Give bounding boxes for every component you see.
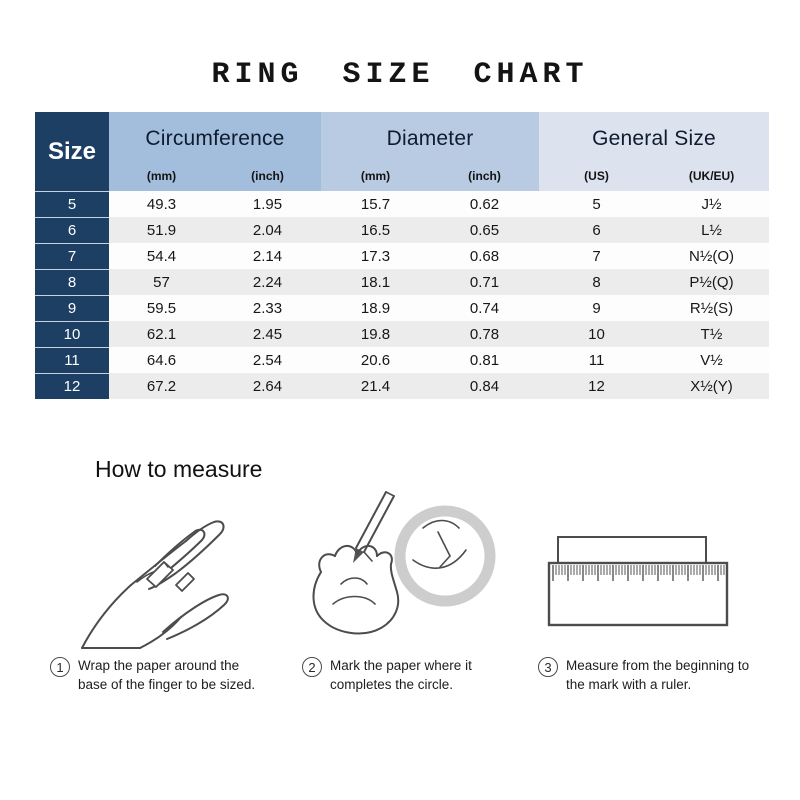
row-size-cell: 8 xyxy=(35,269,109,295)
row-value-cell: 1.95 xyxy=(214,191,321,217)
ruler-icon xyxy=(546,534,730,630)
row-value-cell: 57 xyxy=(109,269,214,295)
row-value-cell: 0.81 xyxy=(430,347,539,373)
row-value-cell: V½ xyxy=(654,347,769,373)
row-value-cell: 19.8 xyxy=(321,321,430,347)
row-value-cell: T½ xyxy=(654,321,769,347)
row-size-cell: 9 xyxy=(35,295,109,321)
step-number-badge: 2 xyxy=(302,657,322,677)
row-value-cell: P½(Q) xyxy=(654,269,769,295)
row-value-cell: 21.4 xyxy=(321,373,430,399)
row-size-cell: 7 xyxy=(35,243,109,269)
row-value-cell: 10 xyxy=(539,321,654,347)
row-value-cell: 0.74 xyxy=(430,295,539,321)
us-size-subheader: (US) xyxy=(539,165,654,191)
row-size-cell: 6 xyxy=(35,217,109,243)
row-value-cell: 16.5 xyxy=(321,217,430,243)
row-value-cell: 12 xyxy=(539,373,654,399)
table-row xyxy=(35,347,769,373)
table-row xyxy=(35,321,769,347)
pen-magnifier-icon xyxy=(293,480,508,660)
table-row xyxy=(35,295,769,321)
circumference-inch-subheader: (inch) xyxy=(214,165,321,191)
row-value-cell: 9 xyxy=(539,295,654,321)
row-value-cell: 0.71 xyxy=(430,269,539,295)
row-value-cell: 2.33 xyxy=(214,295,321,321)
step-text: Measure from the beginning to the mark with a ruler. xyxy=(566,658,750,692)
ruler-illustration xyxy=(546,534,730,630)
row-value-cell: L½ xyxy=(654,217,769,243)
row-value-cell: 7 xyxy=(539,243,654,269)
row-value-cell: R½(S) xyxy=(654,295,769,321)
pen-marking-illustration xyxy=(293,480,508,660)
row-value-cell: 0.84 xyxy=(430,373,539,399)
row-value-cell: 2.04 xyxy=(214,217,321,243)
row-value-cell: 2.64 xyxy=(214,373,321,399)
row-value-cell: 64.6 xyxy=(109,347,214,373)
row-value-cell: J½ xyxy=(654,191,769,217)
row-value-cell: 59.5 xyxy=(109,295,214,321)
row-value-cell: 2.54 xyxy=(214,347,321,373)
row-size-cell: 12 xyxy=(35,373,109,399)
diameter-group-header: Diameter xyxy=(321,112,539,165)
step-1 xyxy=(50,657,268,694)
row-value-cell: 62.1 xyxy=(109,321,214,347)
circumference-group-header: Circumference xyxy=(109,112,321,165)
step-number-badge: 3 xyxy=(538,657,558,677)
row-value-cell: 18.1 xyxy=(321,269,430,295)
circumference-mm-subheader: (mm) xyxy=(109,165,214,191)
row-value-cell: 5 xyxy=(539,191,654,217)
row-size-cell: 11 xyxy=(35,347,109,373)
diameter-mm-subheader: (mm) xyxy=(321,165,430,191)
row-value-cell: X½(Y) xyxy=(654,373,769,399)
ring-size-table xyxy=(35,112,769,399)
row-value-cell: 49.3 xyxy=(109,191,214,217)
step-text: Mark the paper where it completes the circle. xyxy=(330,658,472,692)
row-value-cell: 8 xyxy=(539,269,654,295)
row-value-cell: 17.3 xyxy=(321,243,430,269)
row-value-cell: 15.7 xyxy=(321,191,430,217)
hand-icon xyxy=(68,492,273,660)
table-row xyxy=(35,191,769,217)
ukeu-size-subheader: (UK/EU) xyxy=(654,165,769,191)
row-value-cell: 0.78 xyxy=(430,321,539,347)
row-value-cell: 18.9 xyxy=(321,295,430,321)
page-title: RING SIZE CHART xyxy=(211,58,589,92)
row-size-cell: 10 xyxy=(35,321,109,347)
row-value-cell: 11 xyxy=(539,347,654,373)
row-size-cell: 5 xyxy=(35,191,109,217)
row-value-cell: 2.45 xyxy=(214,321,321,347)
step-number-badge: 1 xyxy=(50,657,70,677)
row-value-cell: N½(O) xyxy=(654,243,769,269)
row-value-cell: 0.62 xyxy=(430,191,539,217)
size-column-header: Size xyxy=(35,112,109,191)
diameter-inch-subheader: (inch) xyxy=(430,165,539,191)
row-value-cell: 2.14 xyxy=(214,243,321,269)
table-row xyxy=(35,217,769,243)
table-row xyxy=(35,373,769,399)
general-size-group-header: General Size xyxy=(539,112,769,165)
how-to-measure-heading: How to measure xyxy=(95,456,263,482)
hand-paper-illustration xyxy=(68,492,273,660)
row-value-cell: 51.9 xyxy=(109,217,214,243)
step-3 xyxy=(538,657,766,694)
table-row xyxy=(35,269,769,295)
row-value-cell: 20.6 xyxy=(321,347,430,373)
row-value-cell: 0.65 xyxy=(430,217,539,243)
table-row xyxy=(35,243,769,269)
ring-size-table-container xyxy=(35,112,769,399)
step-2 xyxy=(302,657,487,694)
row-value-cell: 67.2 xyxy=(109,373,214,399)
step-text: Wrap the paper around the base of the finger to be sized. xyxy=(78,658,256,692)
row-value-cell: 6 xyxy=(539,217,654,243)
row-value-cell: 54.4 xyxy=(109,243,214,269)
row-value-cell: 2.24 xyxy=(214,269,321,295)
row-value-cell: 0.68 xyxy=(430,243,539,269)
